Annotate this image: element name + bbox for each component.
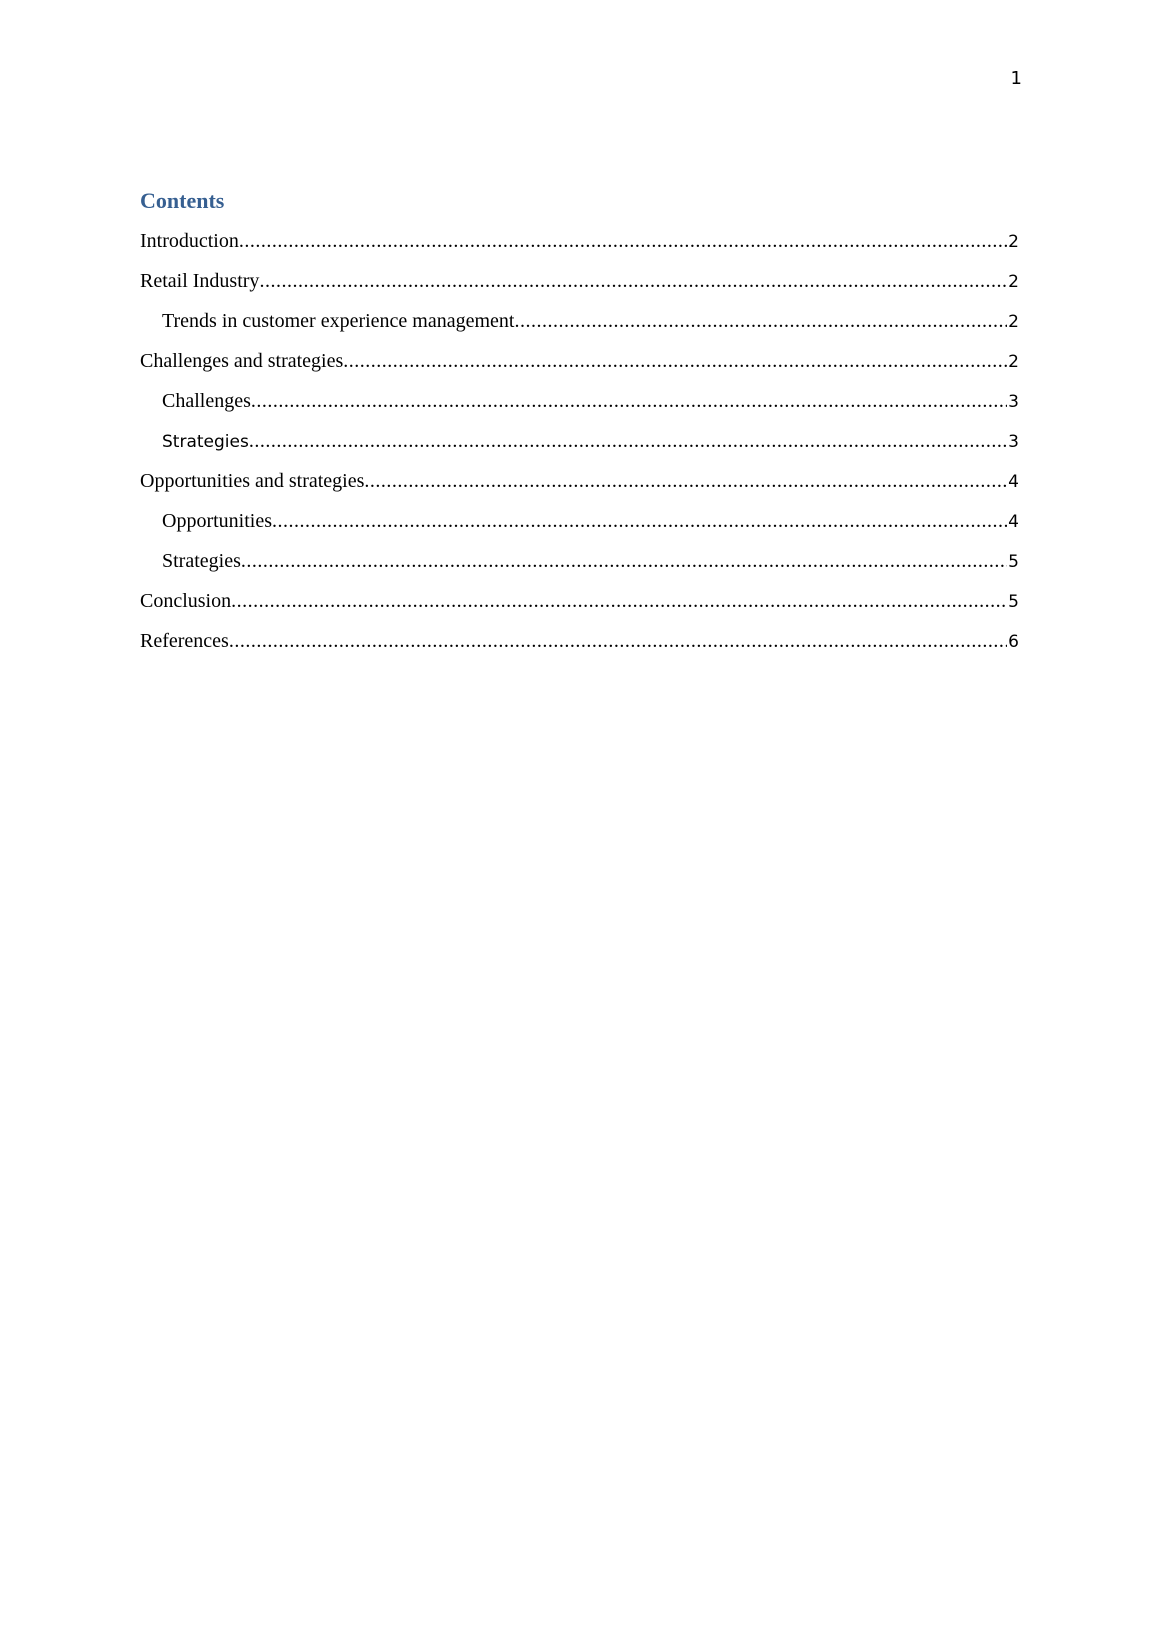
toc-entry-label: Opportunities bbox=[162, 510, 272, 532]
toc-entry-page: 2 bbox=[1008, 272, 1019, 292]
toc-entry-page: 5 bbox=[1008, 592, 1019, 612]
toc-entry-strategies-2[interactable] bbox=[140, 541, 1019, 581]
toc-entry-trends[interactable] bbox=[140, 301, 1019, 341]
dot-leader bbox=[241, 541, 1007, 581]
toc-entry-page: 4 bbox=[1008, 512, 1019, 532]
toc-entry-label: Challenges and strategies bbox=[140, 350, 344, 372]
toc-entry-opportunities[interactable] bbox=[140, 501, 1019, 541]
toc-entry-label: Retail Industry bbox=[140, 270, 260, 292]
toc-entry-label: References bbox=[140, 630, 229, 652]
page-number: 1 bbox=[1010, 68, 1022, 89]
dot-leader bbox=[364, 461, 1007, 501]
dot-leader bbox=[343, 341, 1007, 381]
dot-leader bbox=[249, 421, 1007, 461]
toc-entry-page: 5 bbox=[1008, 552, 1019, 572]
toc-entry-label: Challenges bbox=[162, 390, 251, 412]
toc-entry-page: 2 bbox=[1008, 312, 1019, 332]
dot-leader bbox=[259, 261, 1007, 301]
toc-entry-page: 3 bbox=[1008, 432, 1019, 452]
dot-leader bbox=[231, 581, 1007, 621]
toc-entry-strategies-1[interactable] bbox=[140, 421, 1019, 461]
dot-leader bbox=[251, 381, 1007, 421]
toc-entry-label: Introduction bbox=[140, 230, 239, 252]
toc-entry-label: Conclusion bbox=[140, 590, 232, 612]
toc-entry-opportunities-and-strategies[interactable] bbox=[140, 461, 1019, 501]
toc-entry-page: 2 bbox=[1008, 232, 1019, 252]
toc-entry-introduction[interactable] bbox=[140, 221, 1019, 261]
toc-entry-page: 4 bbox=[1008, 472, 1019, 492]
toc-entry-challenges[interactable] bbox=[140, 381, 1019, 421]
dot-leader bbox=[514, 301, 1007, 341]
toc-entry-label: Opportunities and strategies bbox=[140, 470, 365, 492]
dot-leader bbox=[272, 501, 1007, 541]
toc-entry-challenges-and-strategies[interactable] bbox=[140, 341, 1019, 381]
dot-leader bbox=[239, 221, 1007, 261]
toc-entry-label: Strategies bbox=[162, 550, 241, 572]
toc-entry-page: 2 bbox=[1008, 352, 1019, 372]
toc-entry-conclusion[interactable] bbox=[140, 581, 1019, 621]
table-of-contents bbox=[140, 183, 1019, 661]
dot-leader bbox=[229, 621, 1007, 661]
toc-entry-label: Strategies bbox=[162, 432, 249, 452]
toc-entry-label: Trends in customer experience management bbox=[162, 310, 515, 332]
toc-title: Contents bbox=[140, 188, 225, 213]
toc-entry-page: 3 bbox=[1008, 392, 1019, 412]
toc-entry-references[interactable] bbox=[140, 621, 1019, 661]
toc-entry-page: 6 bbox=[1008, 632, 1019, 652]
toc-entry-retail-industry[interactable] bbox=[140, 261, 1019, 301]
